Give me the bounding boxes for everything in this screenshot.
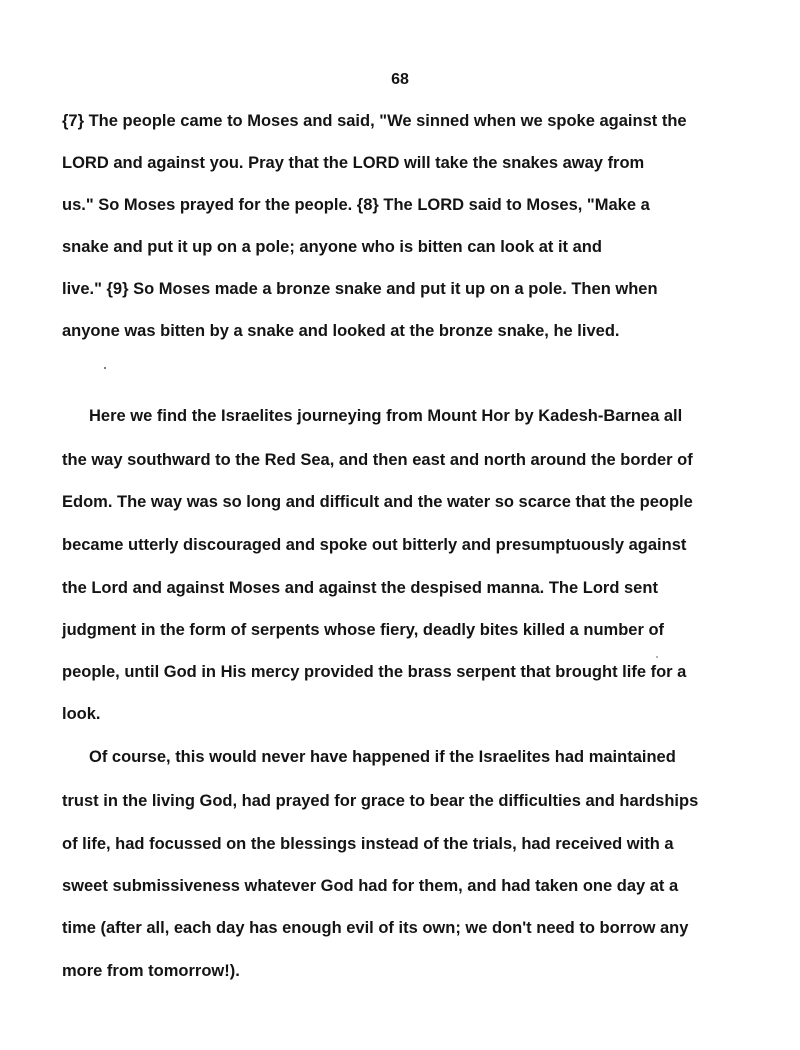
text-line: trust in the living God, had prayed for grace to bear the difficulties and hardships <box>62 792 699 810</box>
text-line: snake and put it up on a pole; anyone who is bitten can look at it and <box>62 238 602 256</box>
text-line: LORD and against you. Pray that the LORD will take the snakes away from <box>62 154 645 172</box>
text-line: the way southward to the Red Sea, and then east and north around the border of <box>62 451 693 469</box>
text-line: Of course, this would never have happened if the Israelites had maintained <box>89 748 676 766</box>
text-line: live." {9} So Moses made a bronze snake and put it up on a pole. Then when <box>62 280 658 298</box>
text-line: look. <box>62 705 101 723</box>
scan-speck <box>656 656 658 658</box>
text-line: more from tomorrow!). <box>62 962 240 980</box>
text-line: judgment in the form of serpents whose fiery, deadly bites killed a number of <box>62 621 665 639</box>
text-line: the Lord and against Moses and against the despised manna. The Lord sent <box>62 579 658 597</box>
text-line: us." So Moses prayed for the people. {8} The LORD said to Moses, "Make a <box>62 196 650 214</box>
page-number: 68 <box>391 71 409 88</box>
text-line: anyone was bitten by a snake and looked at the bronze snake, he lived. <box>62 322 620 340</box>
text-line: of life, had focussed on the blessings instead of the trials, had received with a <box>62 835 674 853</box>
text-line: Here we find the Israelites journeying from Mount Hor by Kadesh-Barnea all <box>89 407 683 425</box>
scan-speck <box>104 367 106 369</box>
text-line: time (after all, each day has enough evil of its own; we don't need to borrow any <box>62 919 689 937</box>
text-line: sweet submissiveness whatever God had for them, and had taken one day at a <box>62 877 679 895</box>
text-line: Edom. The way was so long and difficult and the water so scarce that the people <box>62 493 693 511</box>
text-line: became utterly discouraged and spoke out bitterly and presumptuously against <box>62 536 687 554</box>
text-line: {7} The people came to Moses and said, "We sinned when we spoke against the <box>62 112 687 130</box>
text-line: people, until God in His mercy provided the brass serpent that brought life for a <box>62 663 687 681</box>
